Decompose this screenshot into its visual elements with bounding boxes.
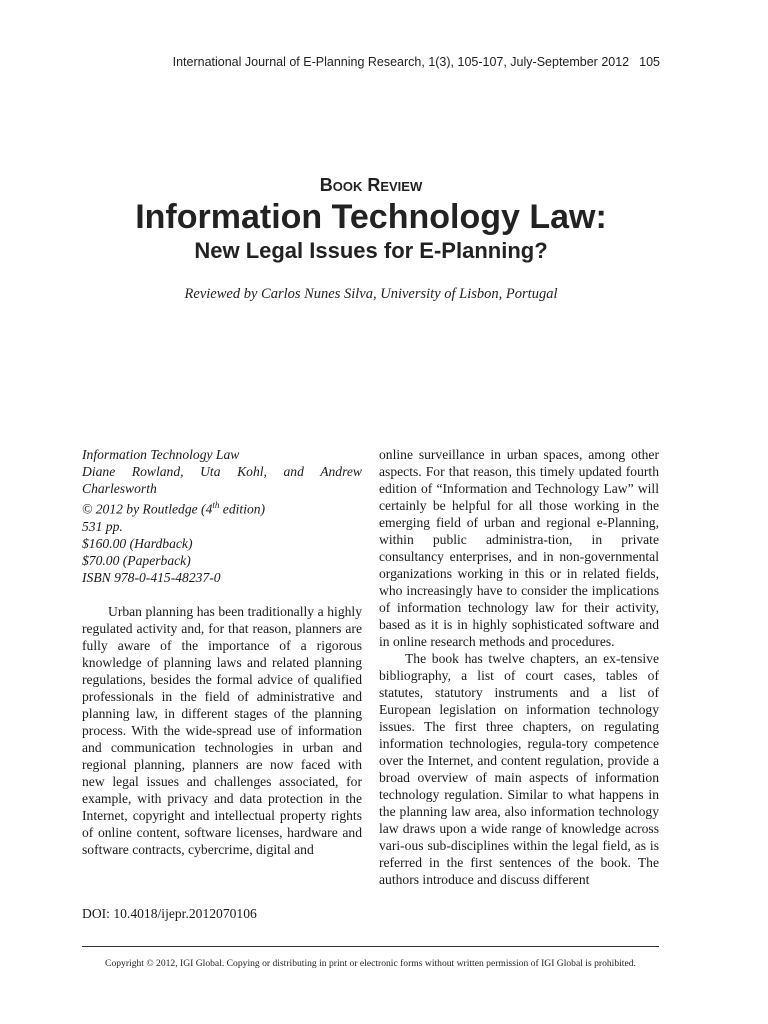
book-copyright-suffix: edition): [219, 501, 266, 517]
body-paragraph: online surveillance in urban spaces, among other aspects. For that reason, this timely updated fourth edition of “Information and Technology Law” will certainly be helpful for all those working in the emerging field of urban and regional e-Planning, within public administra-tion, in private consultancy enterprises, and in non-governmental organizations working in this or in related fields, who increasingly have to consider the implications of information technology law for their activity, based as it is in highly sophisticated software and in online research methods and procedures.: [379, 447, 659, 649]
book-authors-line1: Diane Rowland, Uta Kohl, and Andrew: [82, 464, 362, 479]
left-column: [82, 446, 362, 858]
book-details: [82, 446, 362, 586]
price-hardback: $160.00 (Hardback): [82, 535, 193, 551]
body-paragraph: The book has twelve chapters, an ex-tensive bibliography, a list of court cases, tables of statutes, statutory instruments and a list of European legislation on information technology issues. The first three chapters, on regulating information technologies, regula-tory competence over the Internet, and content regulation, provide a broad overview of main aspects of information technology regulation. Similar to what happens in the planning law area, also information technology law draws upon a wide range of knowledge across vari-ous sub-disciplines within the legal field, as is referred in the first sentences of the book. The authors introduce and discuss different: [379, 651, 659, 887]
edition-superscript: th: [212, 500, 220, 510]
copyright-notice: Copyright © 2012, IGI Global. Copying or distributing in print or electronic forms without written permission of IGI Global is prohibited.: [105, 958, 636, 969]
book-pages: 531 pp.: [82, 518, 123, 534]
book-title: Information Technology Law: [82, 447, 240, 462]
book-authors-line2: Charlesworth: [82, 481, 157, 496]
footer-divider: [82, 946, 659, 947]
journal-citation: International Journal of E-Planning Research, 1(3), 105-107, July-September 2012: [172, 55, 630, 69]
article-title: Information Technology Law:: [135, 198, 607, 236]
section-kicker: Book Review: [319, 175, 423, 195]
running-header: [150, 55, 660, 69]
reviewer-byline: Reviewed by Carlos Nunes Silva, University of Lisbon, Portugal: [184, 286, 558, 302]
doi: DOI: 10.4018/ijepr.2012070106: [82, 906, 257, 921]
article-subtitle: New Legal Issues for E-Planning?: [194, 238, 548, 263]
book-isbn: ISBN 978-0-415-48237-0: [82, 569, 221, 585]
book-copyright: [82, 497, 362, 518]
book-copyright-prefix: © 2012 by Routledge (4: [82, 501, 213, 517]
body-paragraph: Urban planning has been traditionally a highly regulated activity and, for that reason, planners are fully aware of the importance of a rigorous knowledge of planning laws and related planning regulations, besides the formal advice of qualified professionals in the field of administrative and planning law, in different stages of the planning process. With the wide-spread use of information and communication technologies in urban and regional planning, planners are now faced with new legal issues and challenges associated, for example, with privacy and data protection in the Internet, copyright and intellectual property rights of online content, software licenses, hardware and software contracts, cybercrime, digital and: [82, 603, 362, 857]
right-column: [379, 446, 659, 888]
page-number: 105: [639, 55, 660, 69]
price-paperback: $70.00 (Paperback): [82, 552, 191, 568]
